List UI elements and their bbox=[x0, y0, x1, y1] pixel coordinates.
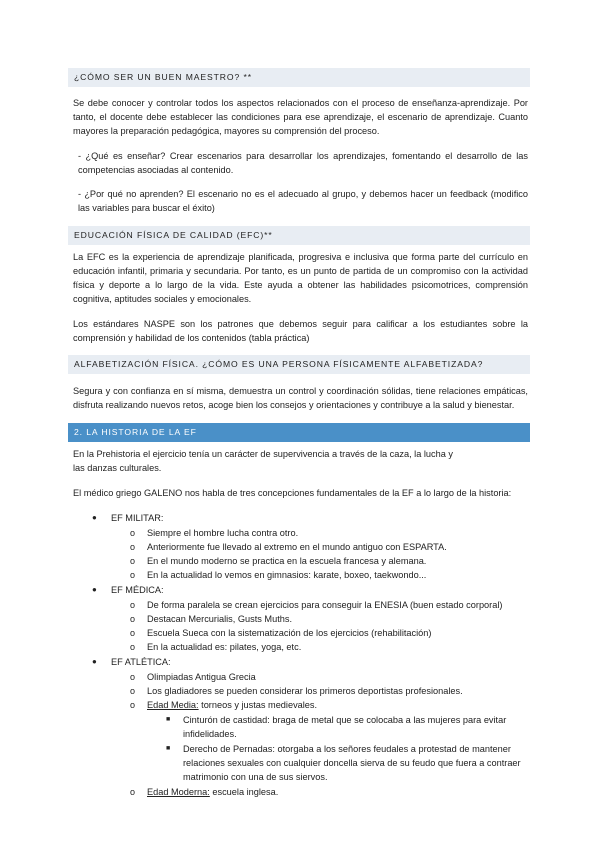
sub-list-item-cont: infidelidades. bbox=[183, 729, 237, 739]
list-item: En la actualidad lo vemos en gimnasios: karate, boxeo, taekwondo... bbox=[147, 570, 427, 580]
section-heading-efc: EDUCACIÓN FÍSICA DE CALIDAD (EFC)** bbox=[68, 226, 530, 245]
list-item-edad-media bbox=[147, 698, 317, 712]
circle-bullet-icon: o bbox=[130, 614, 136, 624]
section-heading-historia-ef: 2. LA HISTORIA DE LA EF bbox=[68, 423, 530, 442]
square-bullet-icon: ■ bbox=[166, 745, 171, 752]
list-item-ef-militar: EF MILITAR: bbox=[111, 513, 164, 523]
circle-bullet-icon: o bbox=[130, 600, 136, 610]
circle-bullet-icon: o bbox=[130, 672, 136, 682]
sub-list-item-cont: relaciones sexuales con cualquier doncella sierva de su feudo que fuera a contraer bbox=[183, 758, 521, 768]
list-item: Siempre el hombre lucha contra otro. bbox=[147, 528, 299, 538]
circle-bullet-icon: o bbox=[130, 686, 136, 696]
section-heading-alfabetizacion: ALFABETIZACIÓN FÍSICA. ¿CÓMO ES UNA PERSONA FÍSICAMENTE ALFABETIZADA? bbox=[68, 355, 530, 374]
paragraph-alfabetizacion: Segura y con confianza en sí misma, demuestra un control y coordinación sólidas, tiene relaciones empáticas, disfruta realizando nuevos retos, acoge bien los consejos y orientaciones y contribuye a la salud y bienestar. bbox=[73, 386, 528, 410]
sub-list-item-cont: matrimonio con una de sus siervos. bbox=[183, 772, 328, 782]
paragraph-que-es-ensenar: - ¿Qué es enseñar? Crear escenarios para desarrollar los aprendizajes, fomentando el desarrollo de las competencias asociadas al contenido. bbox=[78, 151, 528, 175]
circle-bullet-icon: o bbox=[130, 570, 136, 580]
sub-list-item: Derecho de Pernadas: otorgaba a los señores feudales a protestad de mantener bbox=[183, 744, 511, 754]
edad-moderna-text: escuela inglesa. bbox=[209, 787, 279, 797]
edad-media-label: Edad Media: bbox=[147, 700, 199, 710]
circle-bullet-icon: o bbox=[130, 642, 136, 652]
circle-bullet-icon: o bbox=[130, 556, 136, 566]
paragraph-por-que-no-aprenden: - ¿Por qué no aprenden? El escenario no es el adecuado al grupo, y debemos hacer un feedback (modifico las variables para buscar el éxito) bbox=[78, 189, 528, 213]
section-heading-buen-maestro: ¿CÓMO SER UN BUEN MAESTRO? ** bbox=[68, 68, 530, 87]
list-item: De forma paralela se crean ejercicios para conseguir la ENESIA (buen estado corporal) bbox=[147, 600, 503, 610]
list-item: Los gladiadores se pueden considerar los primeros deportistas profesionales. bbox=[147, 686, 463, 696]
paragraph-naspe: Los estándares NASPE son los patrones que debemos seguir para calificar a los estudiantes sobre la comprensión y habilidad de los contenidos (tabla práctica) bbox=[73, 319, 528, 343]
bullet-icon: ● bbox=[92, 513, 97, 522]
circle-bullet-icon: o bbox=[130, 542, 136, 552]
square-bullet-icon: ■ bbox=[166, 716, 171, 723]
list-item: Olimpiadas Antigua Grecia bbox=[147, 672, 256, 682]
list-item: Destacan Mercurialis, Gusts Muths. bbox=[147, 614, 293, 624]
paragraph-efc: La EFC es la experiencia de aprendizaje planificada, progresiva e inclusiva que forma parte del currículo en educación infantil, primaria y secundaria. Por tanto, es un punto de partida de un compromiso con la actividad física y deporte a lo largo de la vida. Este ayuda a obtener las habilidades psicomotrices, comprensión cognitiva, aptitudes sociales y emocionales. bbox=[73, 252, 528, 304]
list-item: Escuela Sueca con la sistematización de los ejercicios (rehabilitación) bbox=[147, 628, 432, 638]
sub-list-item: Cinturón de castidad: braga de metal que se colocaba a las mujeres para evitar bbox=[183, 715, 507, 725]
paragraph-galeno: El médico griego GALENO nos habla de tres concepciones fundamentales de la EF a lo largo de la historia: bbox=[73, 488, 512, 498]
circle-bullet-icon: o bbox=[130, 700, 136, 710]
circle-bullet-icon: o bbox=[130, 528, 136, 538]
list-item-edad-moderna bbox=[147, 785, 278, 799]
list-item-ef-medica: EF MÉDICA: bbox=[111, 585, 164, 595]
circle-bullet-icon: o bbox=[130, 787, 136, 797]
list-item: En el mundo moderno se practica en la escuela francesa y alemana. bbox=[147, 556, 427, 566]
paragraph: Se debe conocer y controlar todos los aspectos relacionados con el proceso de enseñanza-aprendizaje. Por tanto, el docente debe establecer las condiciones para ese aprendizaje, el escenario de aprendizaje. Cuanto mayores la preparación pedagógica, mayores su comprensión del proceso. bbox=[73, 98, 528, 136]
list-item: Anteriormente fue llevado al extremo en el mundo antiguo con ESPARTA. bbox=[147, 542, 447, 552]
bullet-icon: ● bbox=[92, 657, 97, 666]
edad-media-text: torneos y justas medievales. bbox=[198, 700, 318, 710]
edad-moderna-label: Edad Moderna: bbox=[147, 787, 210, 797]
bullet-icon: ● bbox=[92, 585, 97, 594]
list-item: En la actualidad es: pilates, yoga, etc. bbox=[147, 642, 302, 652]
list-item-ef-atletica: EF ATLÉTICA: bbox=[111, 657, 171, 667]
paragraph-prehistoria: En la Prehistoria el ejercicio tenía un carácter de supervivencia a través de la caza, la lucha y las danzas culturales. bbox=[73, 449, 453, 473]
circle-bullet-icon: o bbox=[130, 628, 136, 638]
